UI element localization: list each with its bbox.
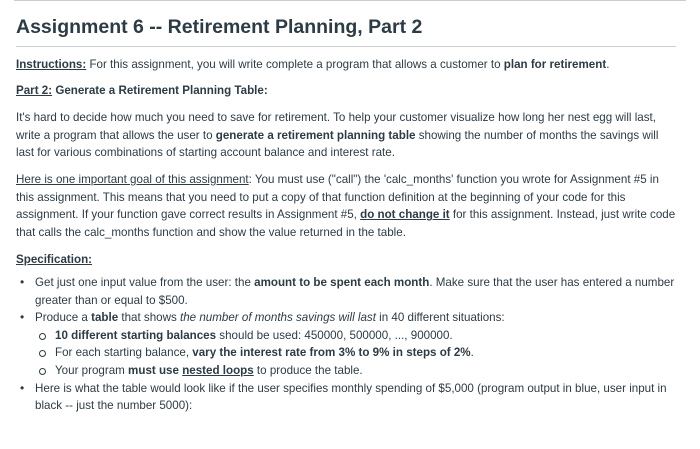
intro-text-2: showing the number of months the savings will last for various combinations of starting account balance and interest rate. [16, 128, 659, 160]
instructions-bold: plan for retirement [503, 58, 607, 71]
page-title: Assignment 6 -- Retirement Planning, Part 2 [16, 16, 423, 38]
specification-heading [16, 251, 676, 269]
instructions-paragraph [16, 56, 676, 74]
part2-heading [16, 82, 676, 100]
list-item [35, 327, 676, 345]
part2-text: Generate a Retirement Planning Table: [52, 83, 268, 97]
list-item [16, 380, 676, 415]
list-item [16, 309, 676, 379]
bullet2-text-3: in 40 different situations: [375, 311, 505, 325]
list-item [35, 362, 676, 380]
sub1-bold: 10 different starting balances [55, 328, 217, 342]
sub1-text: should be used: 450000, 500000, ..., 900000. [216, 328, 453, 342]
bullet2-italic: the number of months savings will last [180, 311, 376, 325]
bullet2-text-1: Produce a [35, 311, 92, 325]
intro-paragraph [16, 109, 676, 162]
specification-list [16, 274, 676, 415]
bullet1-text-2: . Make sure that the user has entered a number greater than or equal to $500. [35, 275, 675, 307]
goal-text-1: : You must use ("call") the 'calc_months' function you wrote for Assignment #5 in this assignment. This means that you need to put a copy of that function definition at the beginning of your code for this assignment. If your function gave correct results in Assignment #5, [16, 172, 659, 222]
list-item [35, 344, 676, 362]
goal-text-2: for this assignment. Instead, just write code that calls the calc_months function and show the value returned in the table. [16, 208, 676, 239]
bullet1-bold: amount to be spent each month [254, 275, 430, 289]
sub3-text-3: to produce the table. [253, 363, 363, 377]
list-item [16, 274, 676, 309]
sub2-text-2: . [470, 346, 474, 360]
goal-underlined: Here is one important goal of this assignment [16, 172, 249, 186]
specification-label: Specification: [16, 253, 93, 267]
title-divider [16, 46, 676, 47]
sub3-bold: must use [128, 363, 179, 377]
intro-text-1: It's hard to decide how much you need to save for retirement. To help your customer visualize how long her nest egg will last, write a program that allows the user to [16, 111, 656, 142]
sub2-bold: vary the interest rate from 3% to 9% in steps of 2% [192, 346, 471, 360]
bullet2-bold: table [91, 311, 119, 325]
goal-bold-underlined: do not change it [360, 208, 450, 222]
sub3-bold-underlined: nested loops [182, 363, 254, 377]
bullet2-text-2: that shows [118, 311, 181, 325]
instructions-text: For this assignment, you will write complete a program that allows a customer to [86, 58, 504, 71]
instructions-end: . [606, 58, 610, 71]
sub3-text-1: Your program [55, 363, 129, 377]
intro-bold: generate a retirement planning table [215, 128, 416, 142]
bullet3-text: Here is what the table would look like if the user specifies monthly spending of $5,000 (program output in blue, user input in black -- just the number 5000): [35, 381, 667, 413]
instructions-label: Instructions: [16, 58, 87, 71]
sub-list [35, 327, 676, 380]
part2-label: Part 2: [16, 83, 53, 97]
sub2-text-1: For each starting balance, [55, 346, 193, 360]
bullet1-text-1: Get just one input value from the user: the [35, 275, 255, 289]
goal-paragraph [16, 171, 676, 241]
top-divider [14, 0, 686, 1]
